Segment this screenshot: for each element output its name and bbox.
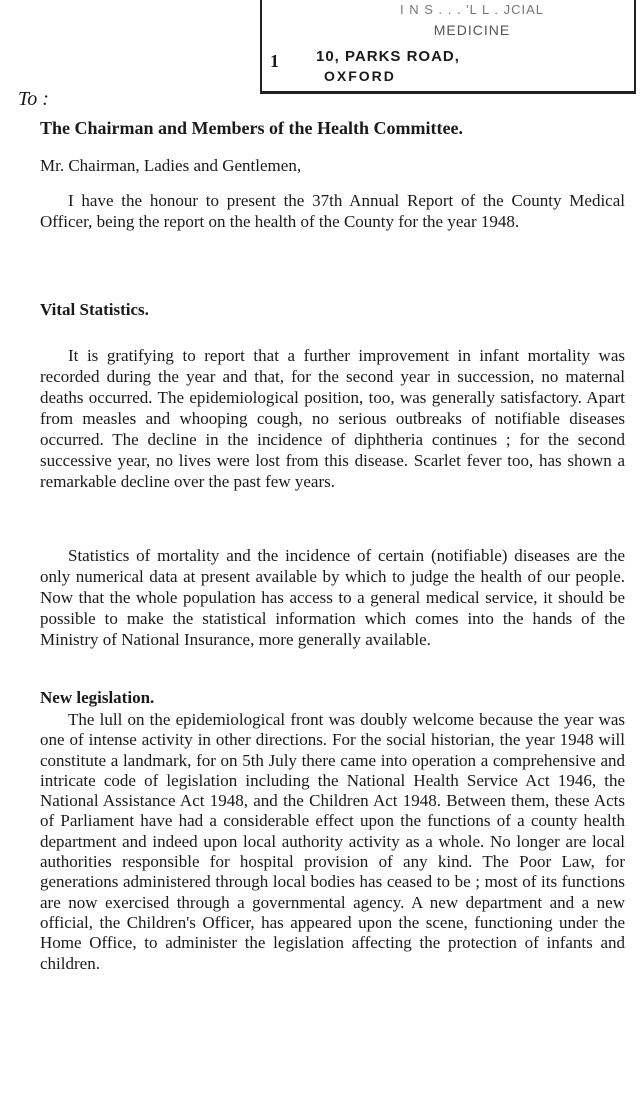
library-stamp — [260, 0, 636, 94]
stamp-number: 1 — [270, 51, 279, 71]
to-label: To : — [18, 88, 49, 110]
vital-statistics-paragraph-2: Statistics of mortality and the incidence of certain (notifiable) diseases are the only numerical data at present available by which to judge the health of our people. Now that the whole population has access to a general medical service, it should be possible to make the statistical information which comes into the hands of the Ministry of National Insurance, more generally available. — [40, 546, 625, 649]
new-legislation-paragraph-1: The lull on the epidemiological front was doubly welcome because the year was one of intense activity in other directions. For the social historian, the year 1948 will constitute a landmark, for on 5th July there came into operation a comprehensive and intricate code of legislation including the National Health Service Act 1946, the National Assistance Act 1948, and the Children Act 1948. Between them, these Acts of Parliament have had a considerable effect upon the functions of a county health department and indeed upon local authority activity as a whole. No longer are local authorities responsible for hospital provision of any kind. The Poor Law, for generations administered through local bodies has ceased to be ; most of its functions are now exercised through a governmental agency. A new department and a new official, the Children's Officer, has appeared upon the scene, functioning under the Home Office, to administer the legislation affecting the protection of infants and children. — [40, 710, 625, 973]
vital-statistics-paragraph-1: It is gratifying to report that a further improvement in infant mortality was recorded during the year and that, for the second year in succession, no maternal deaths occurred. The epidemiological position, too, was generally satisfactory. Apart from measles and whooping cough, no serious outbreaks of notifiable diseases occurred. The decline in the incidence of diphtheria continues ; for the second successive year, no lives were lost from this disease. Scarlet fever too, has shown a remarkable decline over the past few years. — [40, 346, 625, 491]
intro-paragraph: I have the honour to present the 37th Annual Report of the County Medical Officer, being the report on the health of the County for the year 1948. — [40, 191, 625, 231]
stamp-medicine-line: MEDICINE — [433, 22, 511, 38]
addressee: The Chairman and Members of the Health Committee. — [40, 118, 463, 138]
stamp-institute-line: I N S . . . 'L L . JCIAL — [399, 2, 544, 17]
section-heading-new-legislation: New legislation. — [40, 688, 155, 707]
section-heading-vital-statistics: Vital Statistics. — [40, 300, 149, 319]
stamp-address-city: OXFORD — [324, 68, 396, 84]
salutation: Mr. Chairman, Ladies and Gentlemen, — [40, 156, 302, 175]
stamp-address-street: 10, PARKS ROAD, — [316, 48, 460, 65]
